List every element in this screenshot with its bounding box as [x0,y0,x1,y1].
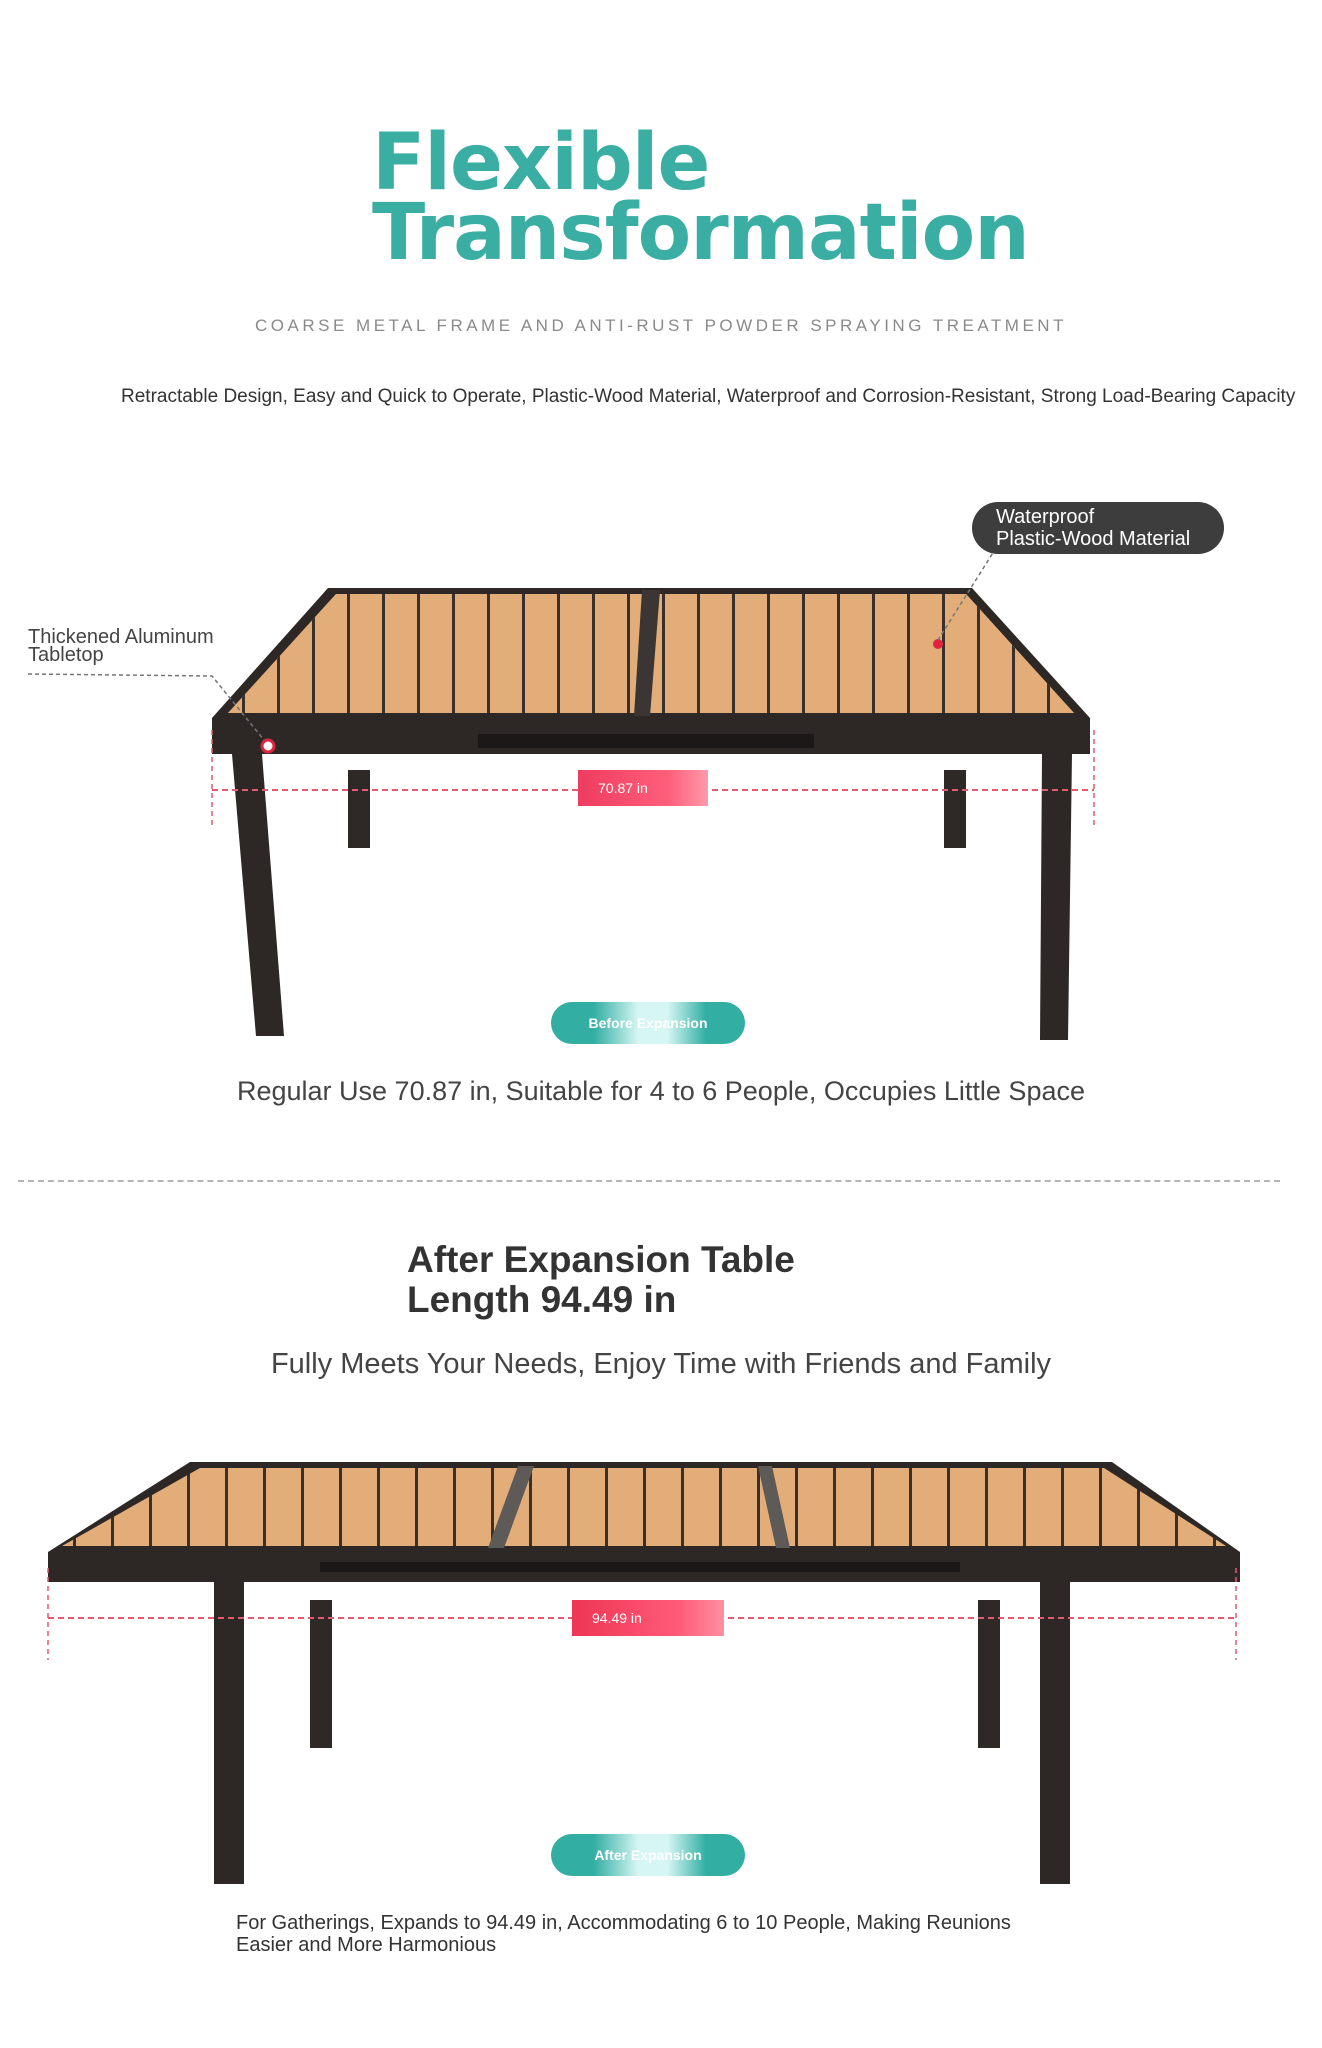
table-after [48,1462,1240,1884]
caption-after [236,1912,1136,1956]
dimension-label-after: 94.49 in [572,1600,724,1636]
table-before-leg-back-right [944,770,966,848]
caption-before: Regular Use 70.87 in, Suitable for 4 to 6 People, Occupies Little Space [236,1076,1085,1106]
callout-waterproof-material [972,502,1224,554]
heading-after-expansion [407,1240,927,1320]
table-after-leg-back-right [978,1600,1000,1748]
table-after-wood [62,1468,1226,1546]
dimension-label-before: 70.87 in [578,770,708,806]
badge-before-expansion: Before Expansion [551,1002,745,1044]
callout-waterproof-line-1: Waterproof [996,506,1095,528]
marker-right [933,639,943,649]
table-before [28,548,1094,1040]
subheading-after: Fully Meets Your Needs, Enjoy Time with Friends and Family [270,1348,1052,1380]
caption-after-line-2: Easier and More Harmonious [236,1934,497,1956]
section-divider [18,1180,1280,1182]
table-before-extension-slot [478,734,814,748]
title-line-2: Transformation [372,188,1029,278]
table-after-leg-back-left [310,1600,332,1748]
marker-left [262,740,274,752]
subtitle: COARSE METAL FRAME AND ANTI-RUST POWDER SPRAYING TREATMENT [255,316,1067,335]
callout-aluminum-tabletop [28,628,268,664]
table-before-leg-front-left [232,754,284,1036]
table-before-leg-back-left [348,770,370,848]
table-before-leg-front-right [1040,754,1072,1040]
table-after-extension-slot [320,1562,960,1572]
callout-waterproof-line-2: Plastic-Wood Material [996,528,1191,550]
features-text: Retractable Design, Easy and Quick to Operate, Plastic-Wood Material, Waterproof and Corrosion-Resistant, Strong Load-Bearing Capacity [121,386,1296,407]
heading-after-line-2: Length 94.49 in [407,1279,677,1320]
caption-after-line-1: For Gatherings, Expands to 94.49 in, Accommodating 6 to 10 People, Making Reunions [236,1912,1011,1934]
table-after-leg-front-left [214,1582,244,1884]
badge-after-expansion: After Expansion [551,1834,745,1876]
callout-aluminum-line-2: Tabletop [28,644,104,666]
callout-aluminum-line-1: Thickened Aluminum [28,626,214,648]
title-line-1: Flexible [372,118,710,208]
heading-after-line-1: After Expansion Table [407,1239,795,1280]
table-after-leg-front-right [1040,1582,1070,1884]
